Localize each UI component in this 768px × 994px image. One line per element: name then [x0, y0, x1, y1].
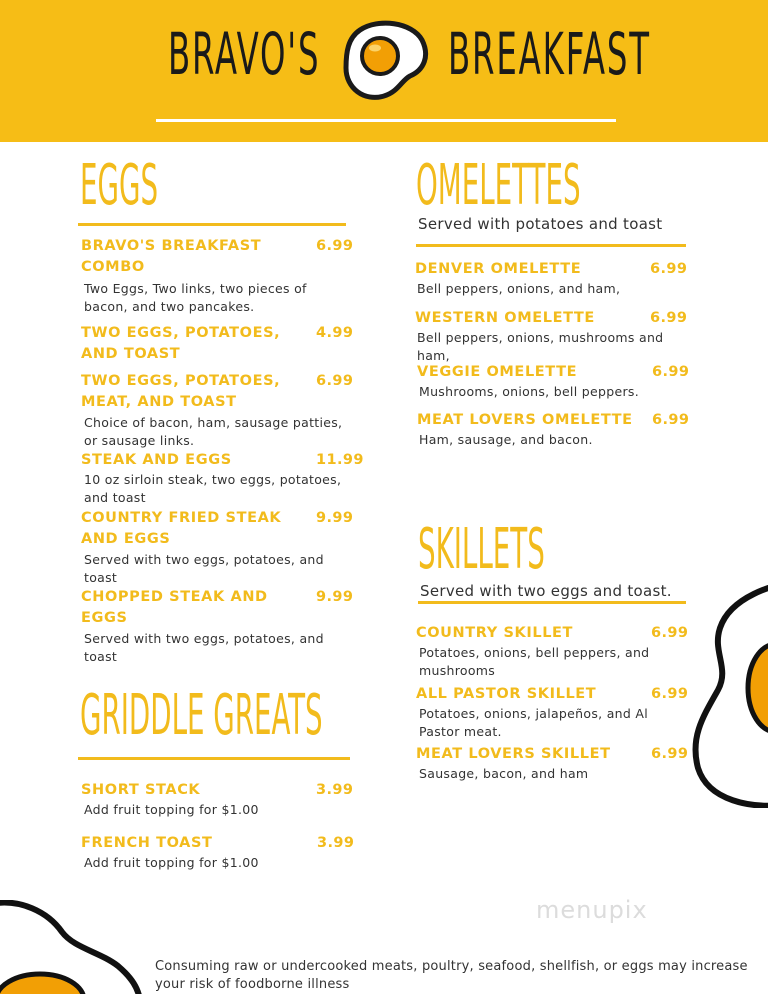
menu-item-desc: Served with two eggs, potatoes, and toast — [84, 552, 324, 585]
menu-item-price: 3.99 — [316, 782, 354, 798]
menu-item-price: 9.99 — [316, 589, 354, 605]
title-breakfast: BREAKFAST — [448, 20, 651, 88]
header-banner — [0, 0, 768, 142]
section-title-griddle-greats: GRIDDLE GREATS — [80, 683, 323, 748]
menu-item-price: 6.99 — [650, 310, 688, 326]
menu-item-price: 11.99 — [316, 452, 364, 468]
menu-item-desc: Add fruit topping for $1.00 — [84, 855, 259, 870]
menu-item-name: COUNTRY SKILLET — [416, 625, 574, 641]
menu-item-desc: Ham, sausage, and bacon. — [419, 432, 593, 447]
menu-item-desc: Potatoes, onions, jalapeños, and Al Pastor meat. — [419, 706, 649, 739]
menu-item-price: 6.99 — [651, 686, 689, 702]
omelettes-subtitle: Served with potatoes and toast — [418, 215, 663, 233]
menu-item-name: MEAT LOVERS OMELETTE — [417, 412, 633, 428]
menu-item-desc: Sausage, bacon, and ham — [419, 766, 589, 781]
menu-item-desc: Bell peppers, onions, mushrooms and ham, — [417, 330, 664, 363]
menu-item-name: VEGGIE OMELETTE — [417, 364, 578, 380]
menu-item-price: 6.99 — [652, 412, 690, 428]
menu-item-price: 4.99 — [316, 325, 354, 341]
eggs-divider — [78, 223, 346, 226]
section-title-omelettes: OMELETTES — [416, 153, 581, 218]
menu-item-desc: Potatoes, onions, bell peppers, and mushrooms — [419, 645, 650, 678]
menu-item-price: 6.99 — [316, 238, 354, 254]
menu-item-name: MEAT LOVERS SKILLET — [416, 746, 611, 762]
menu-item-name: TWO EGGS, POTATOES, AND TOAST — [81, 325, 281, 362]
menu-item-price: 3.99 — [317, 835, 355, 851]
menu-item-name: TWO EGGS, POTATOES, MEAT, AND TOAST — [81, 373, 281, 410]
menu-item-price: 6.99 — [651, 746, 689, 762]
menu-item-name: CHOPPED STEAK AND EGGS — [81, 589, 268, 626]
section-title-skillets: SKILLETS — [418, 517, 545, 582]
menu-item-price: 6.99 — [651, 625, 689, 641]
menu-item-price: 6.99 — [652, 364, 690, 380]
fried-egg-right-icon — [690, 578, 768, 808]
header-divider — [156, 119, 616, 122]
menu-item-price: 9.99 — [316, 510, 354, 526]
menu-item-price: 6.99 — [650, 261, 688, 277]
menu-item-name: STEAK AND EGGS — [81, 452, 232, 468]
food-safety-note: Consuming raw or undercooked meats, poultry, seafood, shellfish, or eggs may increase your risk of foodborne illness — [155, 959, 748, 992]
menu-item-name: BRAVO'S BREAKFAST COMBO — [81, 238, 262, 275]
menu-item-name: ALL PASTOR SKILLET — [416, 686, 597, 702]
watermark-menupix: menupix — [536, 896, 648, 924]
omelettes-divider — [416, 244, 686, 247]
menu-item-name: SHORT STACK — [81, 782, 201, 798]
skillets-subtitle: Served with two eggs and toast. — [420, 582, 672, 600]
menu-item-price: 6.99 — [316, 373, 354, 389]
menu-item-desc: Two Eggs, Two links, two pieces of bacon, and two pancakes. — [84, 281, 307, 314]
menu-item-name: COUNTRY FRIED STEAK AND EGGS — [81, 510, 282, 547]
skillets-divider — [418, 601, 686, 604]
menu-item-name: FRENCH TOAST — [81, 835, 213, 851]
fried-egg-left-icon — [0, 900, 150, 994]
fried-egg-icon — [340, 16, 432, 102]
menu-item-desc: Mushrooms, onions, bell peppers. — [419, 384, 639, 399]
menu-item-desc: Choice of bacon, ham, sausage patties, or sausage links. — [84, 415, 343, 448]
griddle-divider — [78, 757, 350, 760]
section-title-eggs: EGGS — [80, 153, 159, 218]
menu-item-desc: Bell peppers, onions, and ham, — [417, 281, 621, 296]
menu-item-desc: Served with two eggs, potatoes, and toast — [84, 631, 324, 664]
menu-item-desc: 10 oz sirloin steak, two eggs, potatoes, and toast — [84, 472, 342, 505]
menu-item-desc: Add fruit topping for $1.00 — [84, 802, 259, 817]
menu-item-name: WESTERN OMELETTE — [415, 310, 595, 326]
menu-item-name: DENVER OMELETTE — [415, 261, 582, 277]
title-bravos: BRAVO'S — [168, 20, 321, 88]
